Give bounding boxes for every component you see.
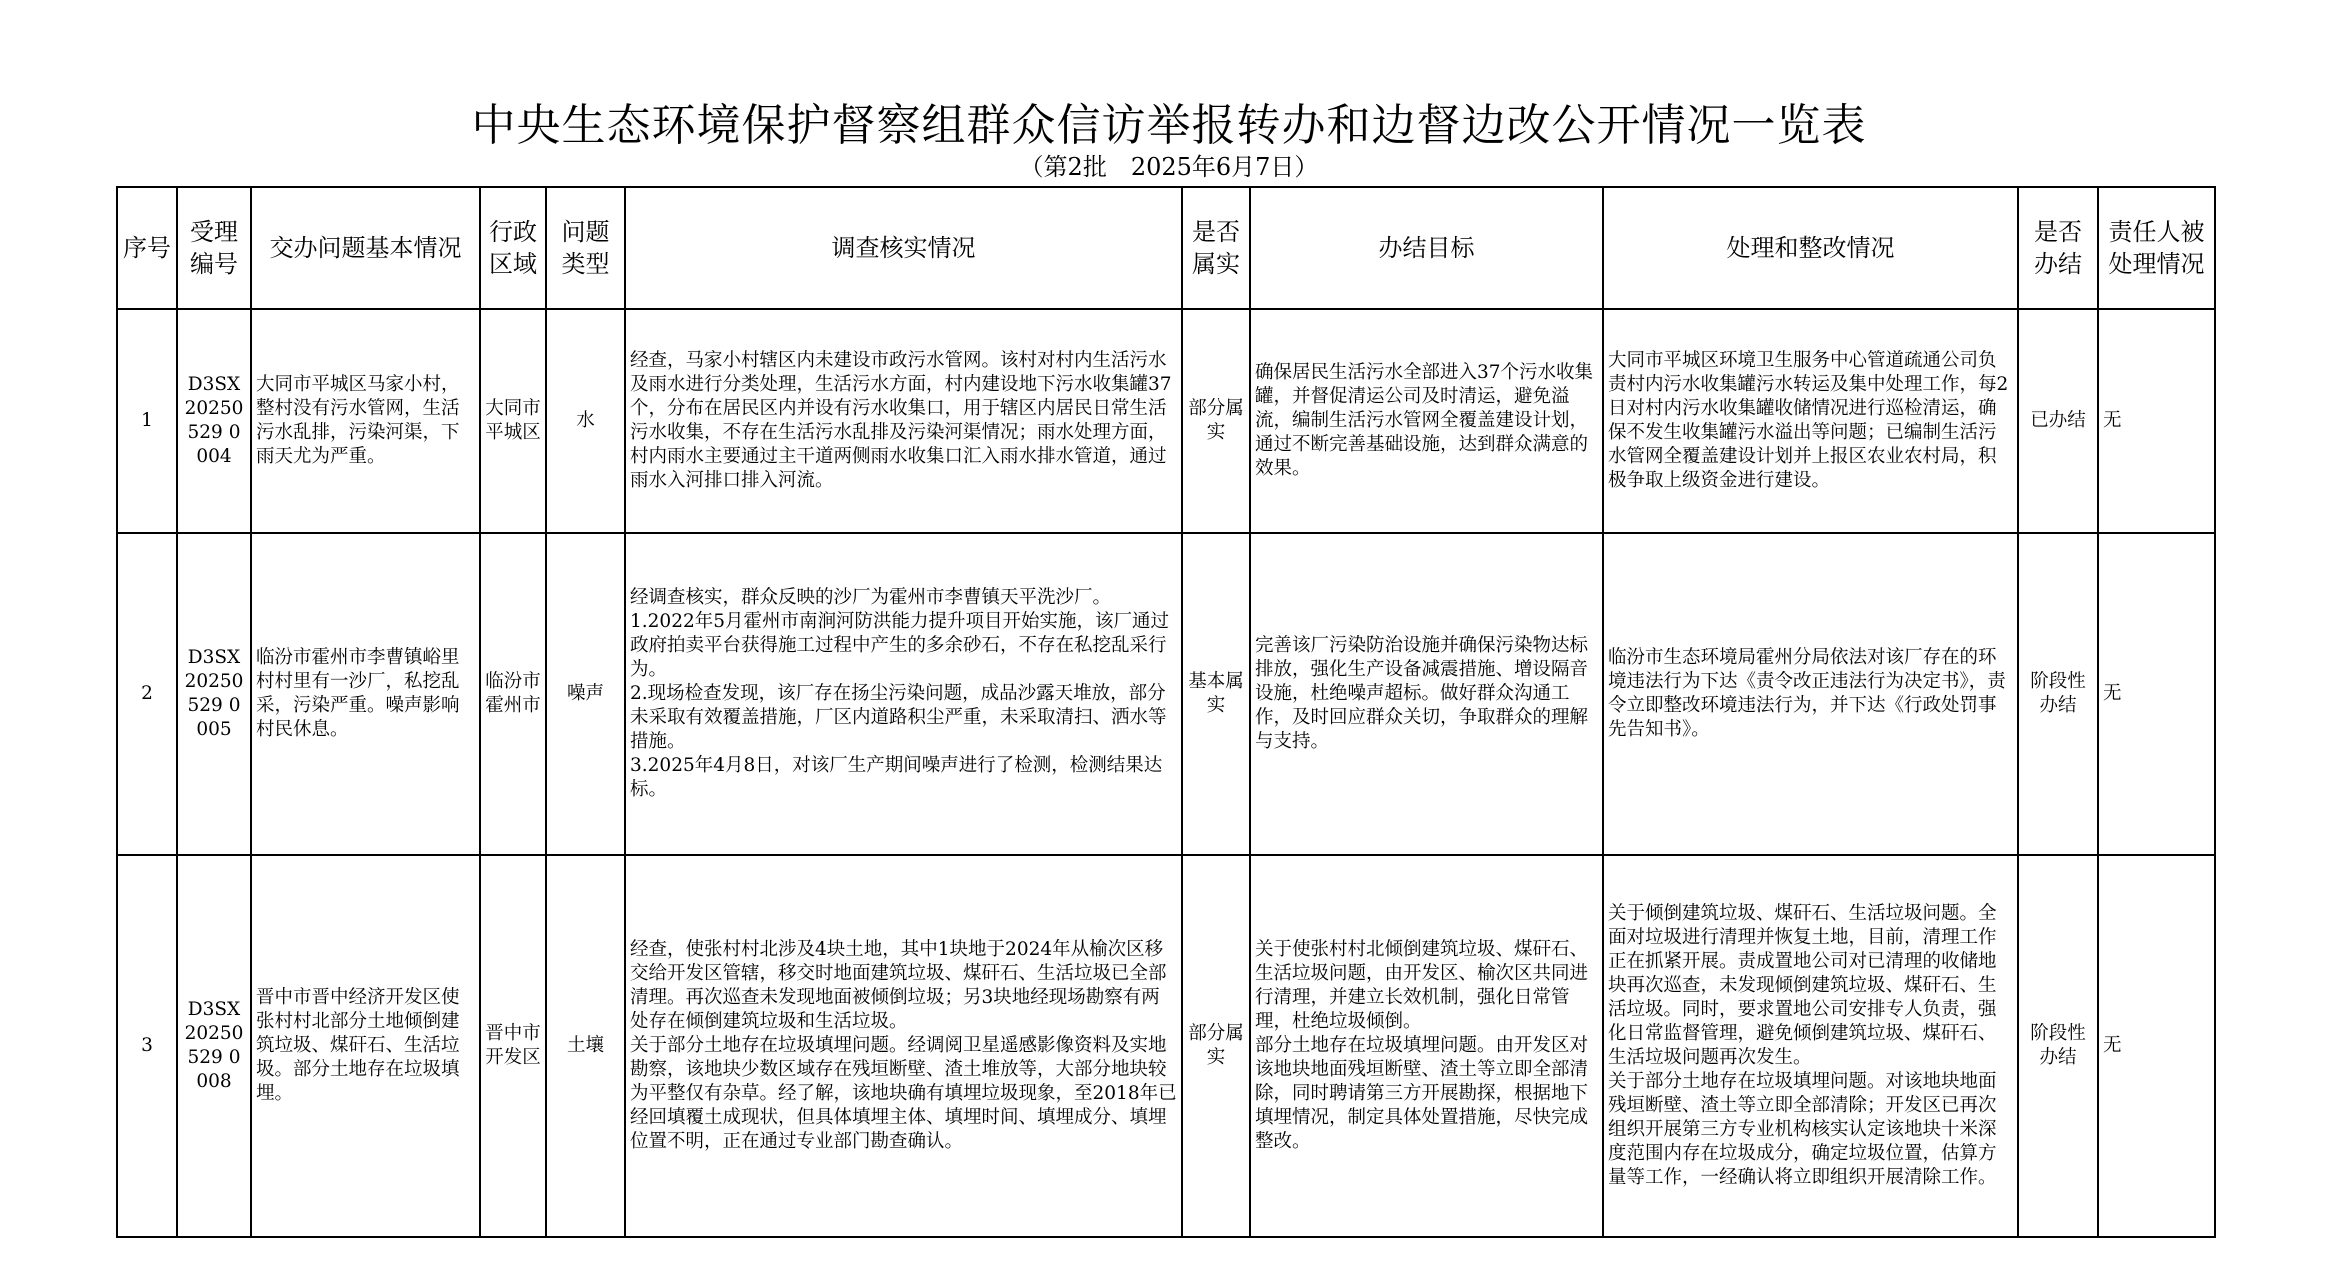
cell-region: 临汾市霍州市 [480, 533, 546, 855]
cell-seq: 2 [117, 533, 177, 855]
cell-type: 噪声 [546, 533, 625, 855]
cell-accountability: 无 [2098, 533, 2215, 855]
cell-verified: 基本属实 [1182, 533, 1250, 855]
cell-handling: 关于倾倒建筑垃圾、煤矸石、生活垃圾问题。全面对垃圾进行清理并恢复土地，目前，清理工作正在抓紧开展。责成置地公司对已清理的收储地块再次巡查，未发现倾倒建筑垃圾、煤矸石、生活垃圾。同时，要求置地公司安排专人负责，强化日常监督管理，避免倾倒建筑垃圾、煤矸石、生活垃圾问题再次发生。 关于部分土地存在垃圾填埋问题。对该地块地面残垣断壁、渣土等立即全部清除；开发区已再次组织开展第三方专业机构核实认定该地块十米深度范围内存在垃圾成分，确定垃圾位置，估算方量等工作，一经确认将立即组织开展清除工作。 [1603, 855, 2018, 1237]
cell-region: 大同市平城区 [480, 309, 546, 533]
col-header-type: 问题类型 [546, 187, 625, 309]
cell-seq: 3 [117, 855, 177, 1237]
cell-closed: 阶段性办结 [2018, 855, 2098, 1237]
cell-id: D3SX20250529 0008 [177, 855, 251, 1237]
col-header-accountability: 责任人被处理情况 [2098, 187, 2215, 309]
cell-verified: 部分属实 [1182, 309, 1250, 533]
table-row [117, 855, 2215, 1237]
cell-investigation: 经调查核实，群众反映的沙厂为霍州市李曹镇天平洗沙厂。 1.2022年5月霍州市南涧河防洪能力提升项目开始实施，该厂通过政府拍卖平台获得施工过程中产生的多余砂石，不存在私挖乱采行为。 2.现场检查发现，该厂存在扬尘污染问题，成品沙露天堆放，部分未采取有效覆盖措施，厂区内道路积尘严重，未采取清扫、洒水等措施。 3.2025年4月8日，对该厂生产期间噪声进行了检测，检测结果达标。 [625, 533, 1182, 855]
col-header-investigation: 调查核实情况 [625, 187, 1182, 309]
col-header-handling: 处理和整改情况 [1603, 187, 2018, 309]
col-header-closed: 是否办结 [2018, 187, 2098, 309]
col-header-verified: 是否属实 [1182, 187, 1250, 309]
cell-goal: 完善该厂污染防治设施并确保污染物达标排放，强化生产设备减震措施、增设隔音设施，杜绝噪声超标。做好群众沟通工作，及时回应群众关切，争取群众的理解与支持。 [1250, 533, 1603, 855]
cell-accountability: 无 [2098, 309, 2215, 533]
table-header-row [117, 187, 2215, 309]
col-header-seq: 序号 [117, 187, 177, 309]
cell-closed: 已办结 [2018, 309, 2098, 533]
cell-handling: 大同市平城区环境卫生服务中心管道疏通公司负责村内污水收集罐污水转运及集中处理工作，每2日对村内污水收集罐收储情况进行巡检清运，确保不发生收集罐污水溢出等问题；已编制生活污水管网全覆盖建设计划并上报区农业农村局，积极争取上级资金进行建设。 [1603, 309, 2018, 533]
cell-investigation: 经查，使张村村北涉及4块土地，其中1块地于2024年从榆次区移交给开发区管辖，移交时地面建筑垃圾、煤矸石、生活垃圾已全部清理。再次巡查未发现地面被倾倒垃圾；另3块地经现场勘察有两处存在倾倒建筑垃圾和生活垃圾。 关于部分土地存在垃圾填埋问题。经调阅卫星遥感影像资料及实地勘察，该地块少数区域存在残垣断壁、渣土堆放等，大部分地块较为平整仅有杂草。经了解，该地块确有填埋垃圾现象，至2018年已经回填覆土成现状，但具体填埋主体、填埋时间、填埋成分、填埋位置不明，正在通过专业部门勘查确认。 [625, 855, 1182, 1237]
cell-type: 土壤 [546, 855, 625, 1237]
table-row [117, 309, 2215, 533]
col-header-region: 行政区域 [480, 187, 546, 309]
cell-investigation: 经查，马家小村辖区内未建设市政污水管网。该村对村内生活污水及雨水进行分类处理，生活污水方面，村内建设地下污水收集罐37个，分布在居民区内并设有污水收集口，用于辖区内居民日常生活污水收集，不存在生活污水乱排及污染河渠情况；雨水处理方面，村内雨水主要通过主干道两侧雨水收集口汇入雨水排水管道，通过雨水入河排口排入河流。 [625, 309, 1182, 533]
col-header-id: 受理编号 [177, 187, 251, 309]
cell-region: 晋中市开发区 [480, 855, 546, 1237]
page-subtitle: （第2批 2025年6月7日） [1019, 153, 1319, 181]
cell-issue: 临汾市霍州市李曹镇峪里村村里有一沙厂，私挖乱采，污染严重。噪声影响村民休息。 [251, 533, 480, 855]
cell-id: D3SX20250529 0004 [177, 309, 251, 533]
cell-seq: 1 [117, 309, 177, 533]
page-title: 中央生态环境保护督察组群众信访举报转办和边督边改公开情况一览表 [471, 100, 1867, 151]
col-header-goal: 办结目标 [1250, 187, 1603, 309]
cell-accountability: 无 [2098, 855, 2215, 1237]
cell-issue: 晋中市晋中经济开发区使张村村北部分土地倾倒建筑垃圾、煤矸石、生活垃圾。部分土地存在垃圾填埋。 [251, 855, 480, 1237]
col-header-issue: 交办问题基本情况 [251, 187, 480, 309]
cell-id: D3SX20250529 0005 [177, 533, 251, 855]
table-row [117, 533, 2215, 855]
cell-type: 水 [546, 309, 625, 533]
cell-handling: 临汾市生态环境局霍州分局依法对该厂存在的环境违法行为下达《责令改正违法行为决定书》，责令立即整改环境违法行为，并下达《行政处罚事先告知书》。 [1603, 533, 2018, 855]
cell-closed: 阶段性办结 [2018, 533, 2098, 855]
cell-goal: 关于使张村村北倾倒建筑垃圾、煤矸石、生活垃圾问题，由开发区、榆次区共同进行清理，并建立长效机制，强化日常管理，杜绝垃圾倾倒。 部分土地存在垃圾填埋问题。由开发区对该地块地面残垣断壁、渣土等立即全部清除，同时聘请第三方开展勘探，根据地下填埋情况，制定具体处置措施，尽快完成整改。 [1250, 855, 1603, 1237]
cell-issue: 大同市平城区马家小村，整村没有污水管网，生活污水乱排，污染河渠，下雨天尤为严重。 [251, 309, 480, 533]
report-table [116, 186, 2216, 1238]
cell-goal: 确保居民生活污水全部进入37个污水收集罐，并督促清运公司及时清运，避免溢流，编制生活污水管网全覆盖建设计划，通过不断完善基础设施，达到群众满意的效果。 [1250, 309, 1603, 533]
cell-verified: 部分属实 [1182, 855, 1250, 1237]
